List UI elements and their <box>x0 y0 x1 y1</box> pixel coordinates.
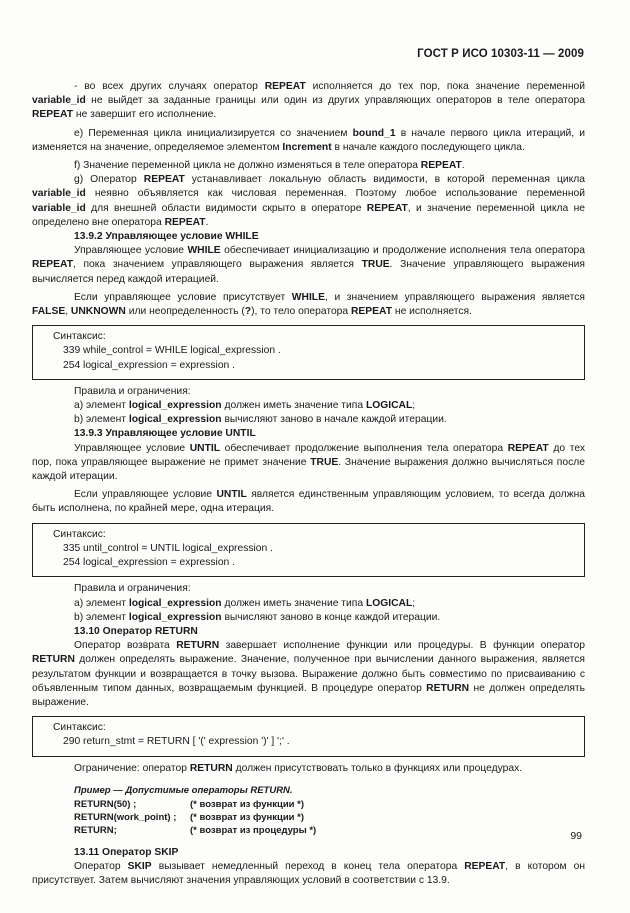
paragraph: Управляющее условие UNTIL обеспечивает продолжение выполнения тела оператора REPEAT до тех пор, пока управляющее выражение не примет значение TRUE. Значение выражения должно вычисляться после каждой итерации. <box>32 442 585 483</box>
syntax-title: Синтаксис: <box>53 722 106 734</box>
example-row: RETURN(50) ; (* возврат из функции *) <box>74 798 305 810</box>
document-code-header: ГОСТ Р ИСО 10303-11 — 2009 <box>417 48 584 60</box>
page-number: 99 <box>570 830 582 842</box>
paragraph: Если управляющее условие присутствует WHILE, и значением управляющего выражения является FALSE, UNKNOWN или неопределенность (?), то тело оператора REPEAT не исполняется. <box>32 291 585 318</box>
example-row: RETURN(work_point) ; (* возврат из функции *) <box>74 812 305 824</box>
example-title: Пример — Допустимые операторы RETURN. <box>74 784 293 796</box>
syntax-line: 254 logical_expression = expression . <box>63 557 236 569</box>
rule-item: a) элемент logical_expression должен иметь значение типа LOGICAL; <box>74 400 416 412</box>
paragraph: Оператор возврата RETURN завершает исполнение функции или процедуры. В функции оператор RETURN должен определять выражение. Значение, полученное при вычислении данного выражения, является результатом функции и возвращается в точку вызова. Выражение должно быть совместимо по присваиванию с объявленным типом данных, возвращаемым функцией. В процедуре оператор RETURN не должен определять выражение. <box>32 640 585 708</box>
syntax-box-while <box>32 325 585 380</box>
syntax-title: Синтаксис: <box>53 331 106 343</box>
paragraph: e) Переменная цикла инициализируется со значением bound_1 в начале первого цикла итераций, и изменяется на значение, определяемое элементом Increment в начале каждого последующего цикла. <box>32 127 585 153</box>
restriction-note: Ограничение: оператор RETURN должен присутствовать только в функциях или процедурах. <box>74 762 523 774</box>
syntax-line: 335 until_control = UNTIL logical_expression . <box>63 542 273 554</box>
section-heading-while: 13.9.2 Управляющее условие WHILE <box>74 231 259 243</box>
paragraph: Управляющее условие WHILE обеспечивает инициализацию и продолжение исполнения тела оператора REPEAT, пока значением управляющего выражения является TRUE. Значение управляющего выражения вычисляется перед каждой итерацией. <box>32 245 585 285</box>
paragraph: - во всех других случаях оператор REPEAT исполняется до тех пор, пока значение переменной variable_id не выйдет за заданные границы или один из других управляющих операторов в теле оператора REPEAT не завершит его исполнение. <box>32 81 585 121</box>
rules-title: Правила и ограничения: <box>74 583 191 595</box>
page-content <box>32 80 585 888</box>
syntax-title: Синтаксис: <box>53 528 106 540</box>
syntax-line: 254 logical_expression = expression . <box>63 359 236 371</box>
paragraph: Оператор SKIP вызывает немедленный переход в конец тела оператора REPEAT, в котором он присутствует. Затем вычисляют значения управляющих условий в соответствии с 13.9. <box>32 860 586 886</box>
section-heading-return: 13.10 Оператор RETURN <box>74 625 198 637</box>
section-heading-skip: 13.11 Оператор SKIP <box>74 846 179 858</box>
syntax-line: 290 return_stmt = RETURN [ '(' expression ')' ] ';' . <box>63 736 290 748</box>
section-heading-until: 13.9.3 Управляющее условие UNTIL <box>74 428 256 440</box>
paragraph: g) Оператор REPEAT устанавливает локальную область видимости, в которой переменная цикла variable_id неявно объявляется как числовая переменная. Поэтому любое использование переменной variable_id для внешней области видимости скрыто в операторе REPEAT, и значение переменной цикла не определено вне оператора REPEAT. <box>32 174 585 228</box>
rules-title: Правила и ограничения: <box>74 385 191 397</box>
paragraph: f) Значение переменной цикла не должно изменяться в теле оператора REPEAT. <box>74 160 465 172</box>
rule-item: a) элемент logical_expression должен иметь значение типа LOGICAL; <box>74 597 416 609</box>
syntax-box-until <box>32 523 585 578</box>
rule-item: b) элемент logical_expression вычисляют заново в начале каждой итерации. <box>74 414 447 426</box>
syntax-line: 339 while_control = WHILE logical_expression . <box>63 345 281 357</box>
syntax-box-return <box>32 716 585 756</box>
paragraph: Если управляющее условие UNTIL является единственным управляющим условием, то всегда должна быть исполнена, по крайней мере, одна итерация. <box>32 489 585 515</box>
example-row: RETURN; (* возврат из процедуры *) <box>74 825 317 837</box>
rule-item: b) элемент logical_expression вычисляют заново в конце каждой итерации. <box>74 611 441 623</box>
